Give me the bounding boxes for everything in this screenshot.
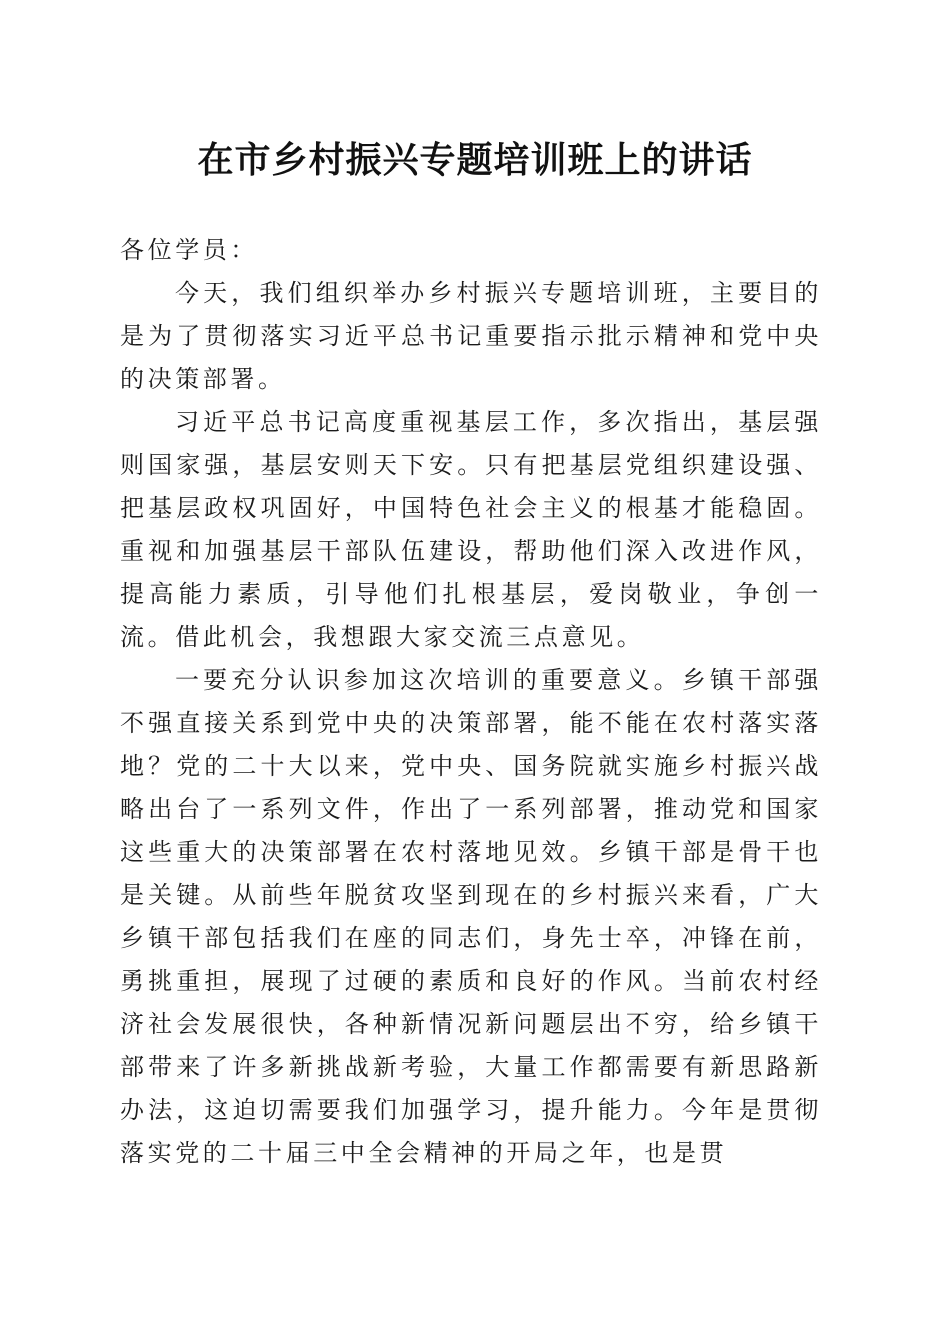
document-body bbox=[120, 229, 822, 1175]
document-title: 在市乡村振兴专题培训班上的讲话 bbox=[197, 139, 753, 181]
paragraph-3: 一要充分认识参加这次培训的重要意义。乡镇干部强不强直接关系到党中央的决策部署，能不能在农村落实落地？党的二十大以来，党中央、国务院就实施乡村振兴战略出台了一系列文件，作出了一系列部署，推动党和国家这些重大的决策部署在农村落地见效。乡镇干部是骨干也是关键。从前些年脱贫攻坚到现在的乡村振兴来看，广大乡镇干部包括我们在座的同志们，身先士卒，冲锋在前，勇挑重担，展现了过硬的素质和良好的作风。当前农村经济社会发展很快，各种新情况新问题层出不穷，给乡镇干部带来了许多新挑战新考验，大量工作都需要有新思路新办法，这迫切需要我们加强学习，提升能力。今年是贯彻落实党的二十届三中全会精神的开局之年，也是贯 bbox=[120, 666, 822, 1167]
salutation: 各位学员： bbox=[120, 236, 258, 264]
paragraph-1: 今天，我们组织举办乡村振兴专题培训班，主要目的是为了贯彻落实习近平总书记重要指示批示精神和党中央的决策部署。 bbox=[120, 279, 822, 393]
paragraph-2: 习近平总书记高度重视基层工作，多次指出，基层强则国家强，基层安则天下安。只有把基层党组织建设强、把基层政权巩固好，中国特色社会主义的根基才能稳固。重视和加强基层干部队伍建设，帮助他们深入改进作风，提高能力素质，引导他们扎根基层，爱岗敬业，争创一流。借此机会，我想跟大家交流三点意见。 bbox=[120, 408, 822, 651]
